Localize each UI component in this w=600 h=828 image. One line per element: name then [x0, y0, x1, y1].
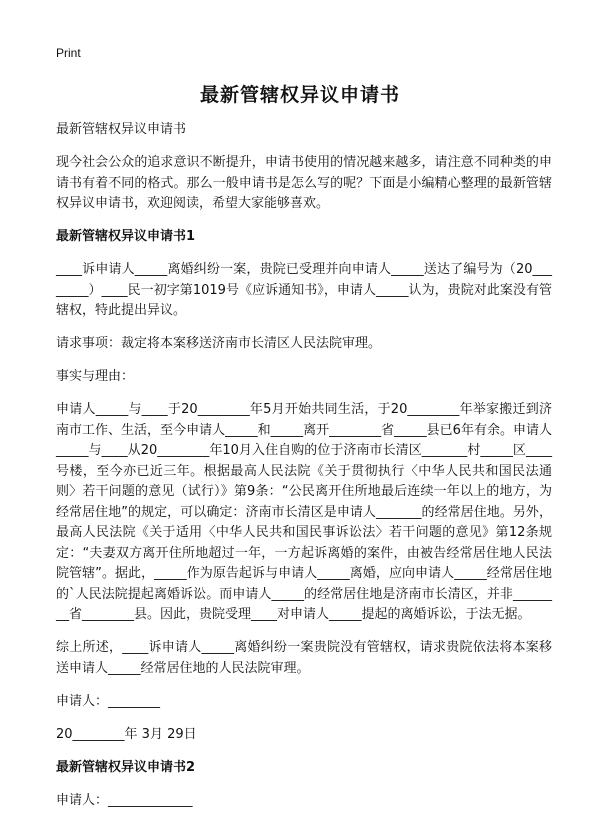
section-1-date-line: 20________年 3月 29日 [56, 726, 197, 742]
document-subtitle: 最新管辖权异议申请书 [56, 122, 187, 137]
section-2-applicant-line: 申请人：_____________ [56, 792, 193, 808]
print-label: Print [56, 46, 81, 60]
section-1-conclusion: 综上所述，____诉申请人_____离婚纠纷一案贵院没有管辖权，请求贵院依法将本案移送申请人_____经常居住地的人民法院审理。 [56, 640, 552, 676]
document-title: 最新管辖权异议申请书 [199, 84, 400, 106]
section-1-request: 请求事项：裁定将本案移送济南市长清区人民法院审理。 [56, 336, 382, 351]
section-1-facts-paragraph: 申请人_____与____于20________年5月开始共同生活，于20________年举家搬迁到济南市工作、生活，至今申请人_____和_____离开________省_____县已6年有余。申请人_____与____从20________年10月入住自购的位于济南市长清区_______村_____区____号楼，至今亦已近三年。根据最高人民法院《关于贯彻执行〈中华人民共和国民法通则〉若干问题的意见（试行）》第9条：“公民离开住所地最后连续一年以上的地方，为经常居住地”的规定，可以确定：济南市长清区是申请人_______的经常居住地。另外，最高人民法院《关于适用〈中华人民共和国民事诉讼法〉若干问题的意见》第12条规定：“夫妻双方离开住所地超过一年，一方起诉离婚的案件，由被告经常居住地人民法院管辖”。据此，_____作为原告起诉与申请人_____离婚，应向申请人_____经常居住地的`人民法院提起离婚诉讼。而申请人_____的经常居住地是济南市长清区，并非________省________县。因此，贵院受理____对申请人_____提起的离婚诉讼，于法无据。 [56, 402, 552, 622]
section-1-facts-label: 事实与理由： [56, 369, 135, 384]
section-2-heading: 最新管辖权异议申请书2 [56, 759, 196, 775]
document-body [56, 120, 552, 824]
section-1-applicant-line: 申请人：________ [56, 693, 161, 709]
section-1-heading: 最新管辖权异议申请书1 [56, 229, 196, 244]
section-1-paragraph-1: ____诉申请人_____离婚纠纷一案，贵院已受理并向申请人_____送达了编号为（20________）____民一初字第1019号《应诉通知书》，申请人_____认为，贵院对此案没有管辖权，特此提出异议。 [56, 262, 552, 318]
intro-paragraph: 现今社会公众的追求意识不断提升，申请书使用的情况越来越多，请注意不同种类的申请书有着不同的格式。那么一般申请书是怎么写的呢？下面是小编精心整理的最新管辖权异议申请书，欢迎阅读，希望大家能够喜欢。 [56, 155, 552, 211]
